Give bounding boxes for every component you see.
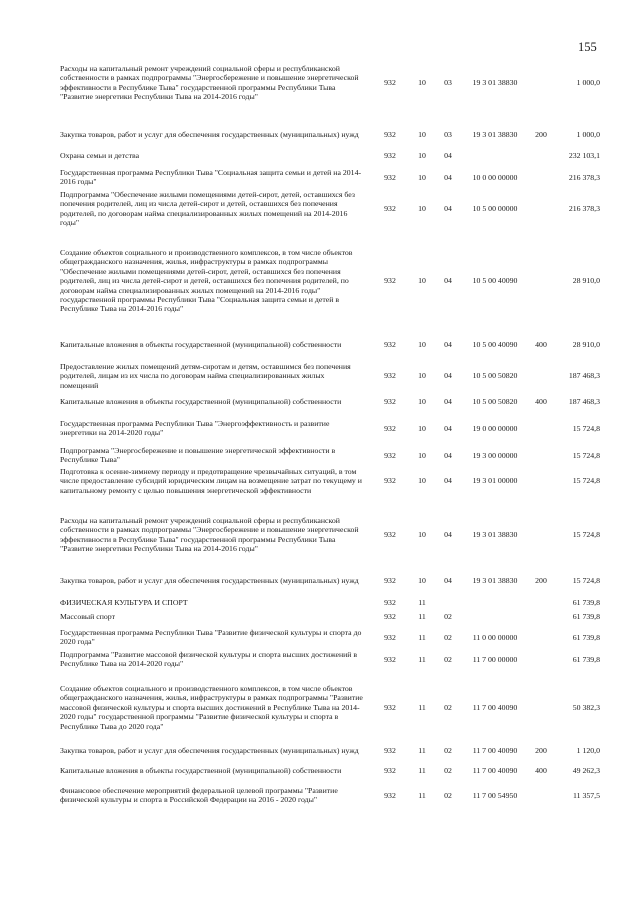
target-item-code: 19 3 01 00000 bbox=[472, 476, 518, 486]
table-row bbox=[60, 612, 600, 621]
expense-type-code: 200 bbox=[535, 746, 547, 755]
table-row bbox=[60, 190, 600, 228]
ministry-code: 932 bbox=[384, 172, 396, 182]
table-row bbox=[60, 628, 600, 647]
expense-name: ФИЗИЧЕСКАЯ КУЛЬТУРА И СПОРТ bbox=[60, 598, 188, 607]
subsection-code: 04 bbox=[444, 172, 452, 182]
subsection-code: 02 bbox=[444, 702, 452, 712]
section-code: 11 bbox=[418, 612, 426, 621]
ministry-code: 932 bbox=[384, 151, 396, 160]
expense-type-code: 400 bbox=[535, 397, 547, 406]
target-item-code: 11 7 00 40090 bbox=[472, 702, 518, 712]
expense-type-code: 200 bbox=[535, 130, 547, 139]
target-item-code: 10 5 00 50820 bbox=[472, 371, 518, 381]
subsection-code: 02 bbox=[444, 612, 452, 621]
ministry-code: 932 bbox=[384, 790, 396, 800]
amount: 187 468,3 bbox=[568, 397, 600, 406]
expense-name: Капитальные вложения в объекты государственной (муниципальной) собственности bbox=[60, 397, 342, 406]
subsection-code: 04 bbox=[444, 371, 452, 381]
amount: 187 468,3 bbox=[568, 371, 600, 381]
table-row bbox=[60, 650, 600, 669]
amount: 15 724,8 bbox=[572, 423, 600, 433]
expense-name: Подготовка к осенне-зимнему периоду и предотвращение чрезвычайных ситуаций, в том числе предоставление субсидий юридическим лицам на возмещение затрат по текущему и капитальному ремонту с целью повышения энергетической эффективности bbox=[60, 467, 362, 495]
amount: 15 724,8 bbox=[572, 476, 600, 486]
expense-name: Закупка товаров, работ и услуг для обеспечения государственных (муниципальных) нужд bbox=[60, 746, 359, 755]
section-code: 10 bbox=[418, 172, 426, 182]
amount: 1 000,0 bbox=[576, 78, 600, 88]
section-code: 10 bbox=[418, 397, 426, 406]
table-row bbox=[60, 576, 600, 585]
table-row bbox=[60, 786, 600, 805]
section-code: 10 bbox=[418, 276, 426, 286]
table-row bbox=[60, 467, 600, 495]
amount: 15 724,8 bbox=[572, 530, 600, 540]
section-code: 11 bbox=[418, 702, 426, 712]
amount: 28 910,0 bbox=[572, 340, 600, 349]
section-code: 11 bbox=[418, 746, 426, 755]
ministry-code: 932 bbox=[384, 576, 396, 585]
amount: 216 378,3 bbox=[568, 172, 600, 182]
target-item-code: 19 3 00 00000 bbox=[472, 450, 518, 460]
ministry-code: 932 bbox=[384, 632, 396, 642]
expense-name: Подпрограмма "Развитие массовой физической культуры и спорта высших достижений в Республике Тыва на 2014-2020 годы" bbox=[60, 650, 358, 669]
target-item-code: 11 0 00 00000 bbox=[472, 632, 518, 642]
amount: 232 103,1 bbox=[568, 151, 600, 160]
target-item-code: 11 7 00 40090 bbox=[472, 766, 518, 775]
section-code: 11 bbox=[418, 790, 426, 800]
ministry-code: 932 bbox=[384, 746, 396, 755]
table-row bbox=[60, 362, 600, 390]
section-code: 10 bbox=[418, 530, 426, 540]
subsection-code: 02 bbox=[444, 654, 452, 664]
section-code: 11 bbox=[418, 654, 426, 664]
ministry-code: 932 bbox=[384, 450, 396, 460]
expense-name: Государственная программа Республики Тыва "Энергоэффективность и развитие энергетики на 2014-2020 годы" bbox=[60, 419, 330, 438]
amount: 216 378,3 bbox=[568, 204, 600, 214]
amount: 11 357,5 bbox=[573, 790, 600, 800]
target-item-code: 10 5 00 00000 bbox=[472, 204, 518, 214]
subsection-code: 04 bbox=[444, 397, 452, 406]
section-code: 10 bbox=[418, 476, 426, 486]
expense-name: Государственная программа Республики Тыва "Развитие физической культуры и спорта до 2020 года" bbox=[60, 628, 362, 647]
amount: 15 724,8 bbox=[572, 576, 600, 585]
section-code: 10 bbox=[418, 130, 426, 139]
table-row bbox=[60, 248, 600, 314]
subsection-code: 02 bbox=[444, 790, 452, 800]
amount: 15 724,8 bbox=[572, 450, 600, 460]
subsection-code: 04 bbox=[444, 423, 452, 433]
target-item-code: 19 3 01 38830 bbox=[472, 130, 518, 139]
expense-type-code: 400 bbox=[535, 340, 547, 349]
ministry-code: 932 bbox=[384, 130, 396, 139]
table-row bbox=[60, 746, 600, 755]
expense-name: Капитальные вложения в объекты государственной (муниципальной) собственности bbox=[60, 340, 342, 349]
table-row bbox=[60, 130, 600, 139]
ministry-code: 932 bbox=[384, 423, 396, 433]
ministry-code: 932 bbox=[384, 530, 396, 540]
target-item-code: 19 3 01 38830 bbox=[472, 78, 518, 88]
section-code: 10 bbox=[418, 204, 426, 214]
section-code: 10 bbox=[418, 371, 426, 381]
section-code: 10 bbox=[418, 423, 426, 433]
target-item-code: 11 7 00 00000 bbox=[472, 654, 518, 664]
ministry-code: 932 bbox=[384, 204, 396, 214]
table-row bbox=[60, 684, 600, 731]
section-code: 11 bbox=[418, 766, 426, 775]
expense-name: Финансовое обеспечение мероприятий федеральной целевой программы "Развитие физической культуры и спорта в Российской Федерации на 2016 - 2020 годы" bbox=[60, 786, 338, 805]
target-item-code: 10 5 00 50820 bbox=[472, 397, 518, 406]
ministry-code: 932 bbox=[384, 598, 396, 607]
subsection-code: 04 bbox=[444, 276, 452, 286]
expense-name: Создание объектов социального и производственного комплексов, в том числе объектов общегражданского назначения, жилья, инфраструктуры в рамках подпрограммы "Обеспечение жилыми помещениями детей-сирот, детей, оставшихся без попечения родителей, лиц из числа детей-сирот и детей, оставшихся без попечения родителей, по договорам найма специализированных жилых помещений на 2014-2016 годы" государственной программы Республики Тыва "Социальная защита семьи и детей в Республике Тыва на 2014-2016 годы" bbox=[60, 248, 353, 314]
target-item-code: 10 0 00 00000 bbox=[472, 172, 518, 182]
ministry-code: 932 bbox=[384, 612, 396, 621]
subsection-code: 04 bbox=[444, 530, 452, 540]
section-code: 10 bbox=[418, 151, 426, 160]
subsection-code: 03 bbox=[444, 78, 452, 88]
target-item-code: 19 3 01 38830 bbox=[472, 530, 518, 540]
ministry-code: 932 bbox=[384, 702, 396, 712]
amount: 61 739,8 bbox=[572, 632, 600, 642]
subsection-code: 04 bbox=[444, 576, 452, 585]
amount: 61 739,8 bbox=[572, 612, 600, 621]
table-row bbox=[60, 419, 600, 438]
subsection-code: 04 bbox=[444, 450, 452, 460]
section-code: 11 bbox=[418, 598, 426, 607]
amount: 1 000,0 bbox=[576, 130, 600, 139]
table-row bbox=[60, 340, 600, 349]
subsection-code: 02 bbox=[444, 766, 452, 775]
subsection-code: 03 bbox=[444, 130, 452, 139]
ministry-code: 932 bbox=[384, 78, 396, 88]
ministry-code: 932 bbox=[384, 397, 396, 406]
table-row bbox=[60, 151, 600, 160]
ministry-code: 932 bbox=[384, 766, 396, 775]
table-row bbox=[60, 516, 600, 554]
expense-type-code: 400 bbox=[535, 766, 547, 775]
subsection-code: 04 bbox=[444, 151, 452, 160]
table-row bbox=[60, 598, 600, 607]
table-row bbox=[60, 168, 600, 187]
section-code: 10 bbox=[418, 450, 426, 460]
expense-name: Расходы на капитальный ремонт учреждений социальной сферы и республиканской собственности в рамках подпрограммы "Энергосбережение и повышение энергетической эффективности в Республике Тыва" государственной программы Республики Тыва "Развитие энергетики Республики Тыва на 2014-2016 годы" bbox=[60, 64, 359, 102]
amount: 28 910,0 bbox=[572, 276, 600, 286]
table-row bbox=[60, 397, 600, 406]
table-row bbox=[60, 64, 600, 102]
subsection-code: 04 bbox=[444, 204, 452, 214]
expense-name: Создание объектов социального и производственного комплексов, в том числе объектов общегражданского назначения, жилья, инфраструктуры в рамках подпрограммы "Развитие массовой физической культуры и спорта высших достижений в Республике Тыва на 2014-2020 годы" государственной программы "Развитие физической культуры и спорта в Республике Тыва до 2020 года" bbox=[60, 684, 363, 731]
target-item-code: 19 0 00 00000 bbox=[472, 423, 518, 433]
expense-name: Подпрограмма "Энергосбережение и повышение энергетической эффективности в Республике Тыва" bbox=[60, 446, 336, 465]
amount: 50 382,3 bbox=[572, 702, 600, 712]
target-item-code: 10 5 00 40090 bbox=[472, 340, 518, 349]
expense-name: Закупка товаров, работ и услуг для обеспечения государственных (муниципальных) нужд bbox=[60, 130, 359, 139]
ministry-code: 932 bbox=[384, 371, 396, 381]
ministry-code: 932 bbox=[384, 654, 396, 664]
expense-name: Капитальные вложения в объекты государственной (муниципальной) собственности bbox=[60, 766, 342, 775]
amount: 1 120,0 bbox=[576, 746, 600, 755]
subsection-code: 02 bbox=[444, 632, 452, 642]
expense-type-code: 200 bbox=[535, 576, 547, 585]
target-item-code: 10 5 00 40090 bbox=[472, 276, 518, 286]
amount: 49 262,3 bbox=[572, 766, 600, 775]
expense-name: Предоставление жилых помещений детям-сиротам и детям, оставшимся без попечения родителей, лицам из их числа по договорам найма специализированных жилых помещений bbox=[60, 362, 351, 390]
amount: 61 739,8 bbox=[572, 654, 600, 664]
table-row bbox=[60, 446, 600, 465]
section-code: 11 bbox=[418, 632, 426, 642]
table-row bbox=[60, 766, 600, 775]
amount: 61 739,8 bbox=[572, 598, 600, 607]
section-code: 10 bbox=[418, 340, 426, 349]
expense-name: Охрана семьи и детства bbox=[60, 151, 140, 160]
page-number: 155 bbox=[578, 40, 597, 54]
expense-name: Государственная программа Республики Тыва "Социальная защита семьи и детей на 2014-2016 годы" bbox=[60, 168, 362, 187]
ministry-code: 932 bbox=[384, 476, 396, 486]
subsection-code: 02 bbox=[444, 746, 452, 755]
expense-name: Массовый спорт bbox=[60, 612, 115, 621]
target-item-code: 19 3 01 38830 bbox=[472, 576, 518, 585]
expense-name: Закупка товаров, работ и услуг для обеспечения государственных (муниципальных) нужд bbox=[60, 576, 359, 585]
ministry-code: 932 bbox=[384, 340, 396, 349]
subsection-code: 04 bbox=[444, 340, 452, 349]
target-item-code: 11 7 00 40090 bbox=[472, 746, 518, 755]
ministry-code: 932 bbox=[384, 276, 396, 286]
expense-name: Подпрограмма "Обеспечение жилыми помещениями детей-сирот, детей, оставшихся без попечения родителей, лиц из числа детей-сирот и детей, оставшихся без попечения родителей, по договорам найма специализированных жилых помещений на 2014-2016 годы" bbox=[60, 190, 355, 228]
subsection-code: 04 bbox=[444, 476, 452, 486]
target-item-code: 11 7 00 54950 bbox=[472, 790, 518, 800]
section-code: 10 bbox=[418, 78, 426, 88]
expense-name: Расходы на капитальный ремонт учреждений социальной сферы и республиканской собственности в рамках подпрограммы "Энергосбережение и повышение энергетической эффективности в Республике Тыва" государственной программы Республики Тыва "Развитие энергетики Республики Тыва на 2014-2016 годы" bbox=[60, 516, 359, 554]
section-code: 10 bbox=[418, 576, 426, 585]
